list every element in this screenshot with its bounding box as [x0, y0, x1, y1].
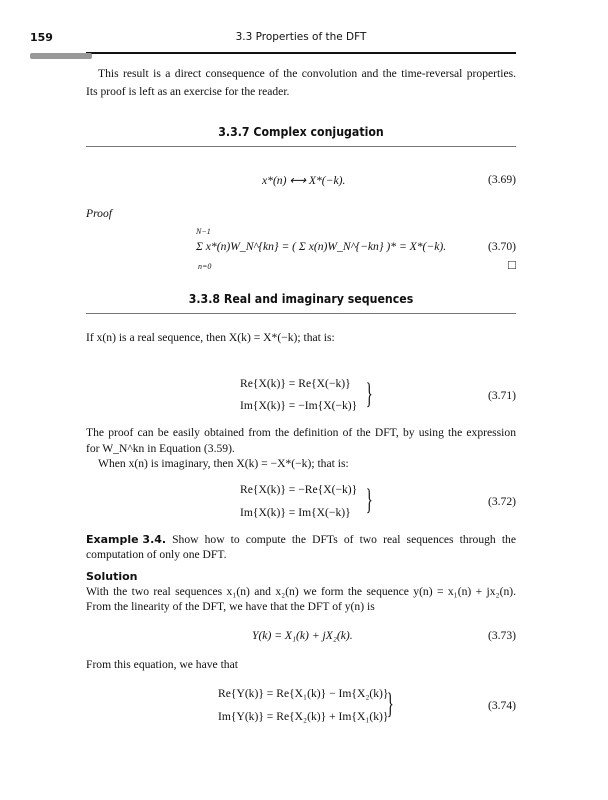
equation-3-72-line-1: Re{X(k)} = −Re{X(−k)}	[240, 483, 358, 496]
section-heading-3-3-7: 3.3.7 Complex conjugation	[218, 124, 384, 139]
paragraph-line-1: The proof can be easily obtained from the definition of the DFT, by using the expression	[86, 426, 516, 439]
running-title: 3.3 Properties of the DFT	[235, 31, 367, 43]
equation-3-69: x*(n) ⟷ X*(−k).	[262, 174, 346, 187]
qed-symbol: □	[508, 257, 516, 272]
paragraph: When x(n) is imaginary, then X(k) = −X*(−k); that is:	[98, 457, 349, 470]
example-text: Show how to compute the DFTs of two real sequences through the	[172, 533, 516, 546]
equation-3-71-line-1: Re{X(k)} = Re{X(−k)}	[240, 377, 351, 390]
sum-upper-limit: N−1	[196, 227, 211, 236]
example-label: Example 3.4.	[86, 533, 167, 546]
paragraph: From this equation, we have that	[86, 658, 238, 671]
equation-3-73: Y(k) = X₁(k) + jX₂(k).	[252, 629, 353, 642]
right-brace: }	[386, 687, 394, 720]
example-line-1	[86, 533, 516, 546]
equation-number: (3.69)	[487, 173, 516, 186]
example-line-2: computation of only one DFT.	[86, 548, 227, 561]
equation-number: (3.72)	[487, 495, 516, 508]
equation-number: (3.74)	[487, 699, 516, 712]
intro-line-2: Its proof is left as an exercise for the reader.	[86, 85, 290, 98]
solution-label: Solution	[86, 570, 138, 583]
equation-3-74-line-2: Im{Y(k)} = Re{X₂(k)} + Im{X₁(k)}	[218, 710, 389, 723]
paragraph-line-2: for W_N^kn in Equation (3.59).	[86, 442, 235, 455]
page-number: 159	[30, 31, 53, 44]
solution-line-1: With the two real sequences x₁(n) and x₂(n) we form the sequence y(n) = x₁(n) + jx₂(n).	[86, 585, 516, 598]
equation-3-70: Σ x*(n)W_N^{kn} = ( Σ x(n)W_N^{−kn} )* = X*(−k).	[196, 240, 447, 253]
section-rule	[86, 146, 516, 147]
equation-3-71-line-2: Im{X(k)} = −Im{X(−k)}	[240, 399, 358, 412]
header-rule	[86, 52, 516, 54]
section-rule	[86, 313, 516, 314]
page-tab-marker	[30, 53, 92, 59]
solution-line-2: From the linearity of the DFT, we have that the DFT of y(n) is	[86, 600, 375, 613]
equation-3-72-line-2: Im{X(k)} = Im{X(−k)}	[240, 506, 351, 519]
section-heading-3-3-8: 3.3.8 Real and imaginary sequences	[188, 291, 414, 306]
intro-line-1: This result is a direct consequence of the convolution and the time-reversal properties.	[98, 67, 516, 80]
right-brace: }	[365, 483, 373, 516]
equation-number: (3.73)	[487, 629, 516, 642]
right-brace: }	[365, 377, 373, 410]
paragraph: If x(n) is a real sequence, then X(k) = X*(−k); that is:	[86, 331, 335, 344]
equation-number: (3.70)	[487, 240, 516, 253]
sum-lower-limit: n=0	[198, 262, 212, 271]
equation-3-74-line-1: Re{Y(k)} = Re{X₁(k)} − Im{X₂(k)}	[218, 687, 389, 700]
proof-label: Proof	[86, 207, 112, 220]
equation-number: (3.71)	[487, 389, 516, 402]
